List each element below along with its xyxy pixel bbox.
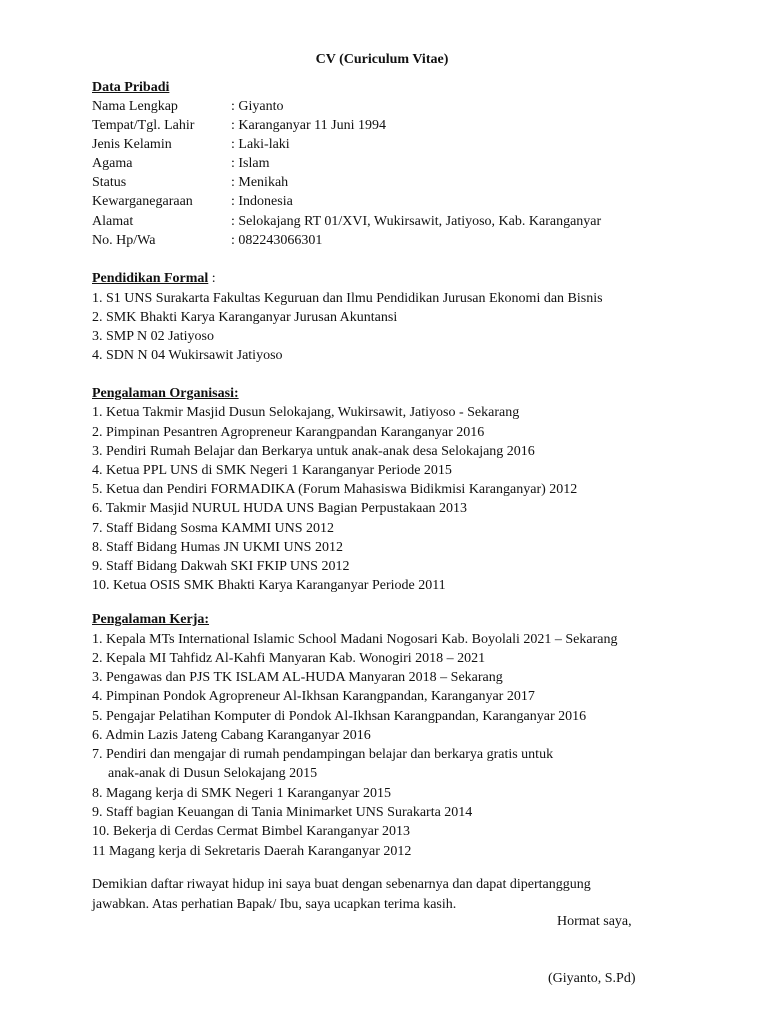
list-item: 9. Staff Bidang Dakwah SKI FKIP UNS 2012 bbox=[92, 559, 350, 574]
list-item: 2. Kepala MI Tahfidz Al-Kahfi Manyaran Kab. Wonogiri 2018 – 2021 bbox=[92, 651, 486, 666]
list-item: 4. SDN N 04 Wukirsawit Jatiyoso bbox=[92, 348, 283, 363]
personal-label: Alamat bbox=[92, 214, 134, 229]
education-heading-text: Pendidikan Formal bbox=[92, 271, 209, 286]
list-item: 4. Ketua PPL UNS di SMK Negeri 1 Karanganyar Periode 2015 bbox=[92, 463, 452, 478]
personal-value: : Islam bbox=[231, 156, 270, 171]
list-item: 11 Magang kerja di Sekretaris Daerah Karanganyar 2012 bbox=[92, 844, 412, 859]
personal-label: Agama bbox=[92, 156, 133, 171]
personal-value: : Menikah bbox=[231, 175, 289, 190]
section-heading-personal: Data Pribadi bbox=[92, 80, 170, 95]
personal-label: No. Hp/Wa bbox=[92, 233, 156, 248]
list-item: 6. Takmir Masjid NURUL HUDA UNS Bagian Perpustakaan 2013 bbox=[92, 501, 468, 516]
personal-value: : Indonesia bbox=[231, 194, 293, 209]
list-item: 8. Staff Bidang Humas JN UKMI UNS 2012 bbox=[92, 540, 343, 555]
personal-label: Tempat/Tgl. Lahir bbox=[92, 118, 195, 133]
list-item: 6. Admin Lazis Jateng Cabang Karanganyar 2016 bbox=[92, 728, 371, 743]
closing-text-line-2: jawabkan. Atas perhatian Bapak/ Ibu, saya ucapkan terima kasih. bbox=[92, 897, 457, 912]
list-item: 7. Staff Bidang Sosma KAMMI UNS 2012 bbox=[92, 521, 335, 536]
personal-value: : Giyanto bbox=[231, 99, 284, 114]
list-item-continuation: anak-anak di Dusun Selokajang 2015 bbox=[108, 766, 318, 781]
personal-row bbox=[92, 97, 284, 116]
personal-row bbox=[92, 116, 386, 135]
list-item: 10. Bekerja di Cerdas Cermat Bimbel Karanganyar 2013 bbox=[92, 824, 411, 839]
list-item: 1. S1 UNS Surakarta Fakultas Keguruan dan Ilmu Pendidikan Jurusan Ekonomi dan Bisnis bbox=[92, 291, 603, 306]
personal-value: : Karanganyar 11 Juni 1994 bbox=[231, 118, 386, 133]
regards-text: Hormat saya, bbox=[557, 914, 632, 929]
personal-row bbox=[92, 212, 601, 231]
list-item: 3. SMP N 02 Jatiyoso bbox=[92, 329, 215, 344]
list-item: 3. Pengawas dan PJS TK ISLAM AL-HUDA Manyaran 2018 – Sekarang bbox=[92, 670, 503, 685]
list-item: 8. Magang kerja di SMK Negeri 1 Karanganyar 2015 bbox=[92, 786, 391, 801]
list-item: 9. Staff bagian Keuangan di Tania Minimarket UNS Surakarta 2014 bbox=[92, 805, 473, 820]
personal-value: : Selokajang RT 01/XVI, Wukirsawit, Jatiyoso, Kab. Karanganyar bbox=[231, 214, 602, 229]
document-title: CV (Curiculum Vitae) bbox=[315, 52, 449, 67]
list-item: 5. Ketua dan Pendiri FORMADIKA (Forum Mahasiswa Bidikmisi Karanganyar) 2012 bbox=[92, 482, 578, 497]
education-heading-suffix: : bbox=[208, 271, 216, 286]
personal-label: Kewarganegaraan bbox=[92, 194, 193, 209]
list-item: 7. Pendiri dan mengajar di rumah pendampingan belajar dan berkarya gratis untuk bbox=[92, 747, 554, 762]
list-item: 5. Pengajar Pelatihan Komputer di Pondok Al-Ikhsan Karangpandan, Karanganyar 2016 bbox=[92, 709, 587, 724]
personal-row bbox=[92, 231, 322, 250]
personal-value: : Laki-laki bbox=[231, 137, 290, 152]
personal-label: Jenis Kelamin bbox=[92, 137, 172, 152]
section-heading-organization: Pengalaman Organisasi: bbox=[92, 386, 239, 401]
personal-row bbox=[92, 173, 288, 192]
personal-value: : 082243066301 bbox=[231, 233, 323, 248]
personal-row bbox=[92, 135, 290, 154]
section-heading-work: Pengalaman Kerja: bbox=[92, 612, 210, 627]
list-item: 3. Pendiri Rumah Belajar dan Berkarya untuk anak-anak desa Selokajang 2016 bbox=[92, 444, 535, 459]
list-item: 4. Pimpinan Pondok Agropreneur Al-Ikhsan Karangpandan, Karanganyar 2017 bbox=[92, 689, 535, 704]
personal-label: Status bbox=[92, 175, 127, 190]
list-item: 10. Ketua OSIS SMK Bhakti Karya Karanganyar Periode 2011 bbox=[92, 578, 446, 593]
list-item: 2. Pimpinan Pesantren Agropreneur Karangpandan Karanganyar 2016 bbox=[92, 425, 485, 440]
list-item: 1. Ketua Takmir Masjid Dusun Selokajang, Wukirsawit, Jatiyoso - Sekarang bbox=[92, 405, 520, 420]
section-heading-education bbox=[92, 269, 216, 288]
personal-row bbox=[92, 192, 293, 211]
list-item: 1. Kepala MTs International Islamic School Madani Nogosari Kab. Boyolali 2021 – Sekarang bbox=[92, 632, 618, 647]
personal-label: Nama Lengkap bbox=[92, 99, 178, 114]
signature-name: (Giyanto, S.Pd) bbox=[548, 971, 636, 986]
closing-text-line-1: Demikian daftar riwayat hidup ini saya buat dengan sebenarnya dan dapat dipertanggung bbox=[92, 877, 591, 892]
list-item: 2. SMK Bhakti Karya Karanganyar Jurusan Akuntansi bbox=[92, 310, 398, 325]
personal-row bbox=[92, 154, 270, 173]
